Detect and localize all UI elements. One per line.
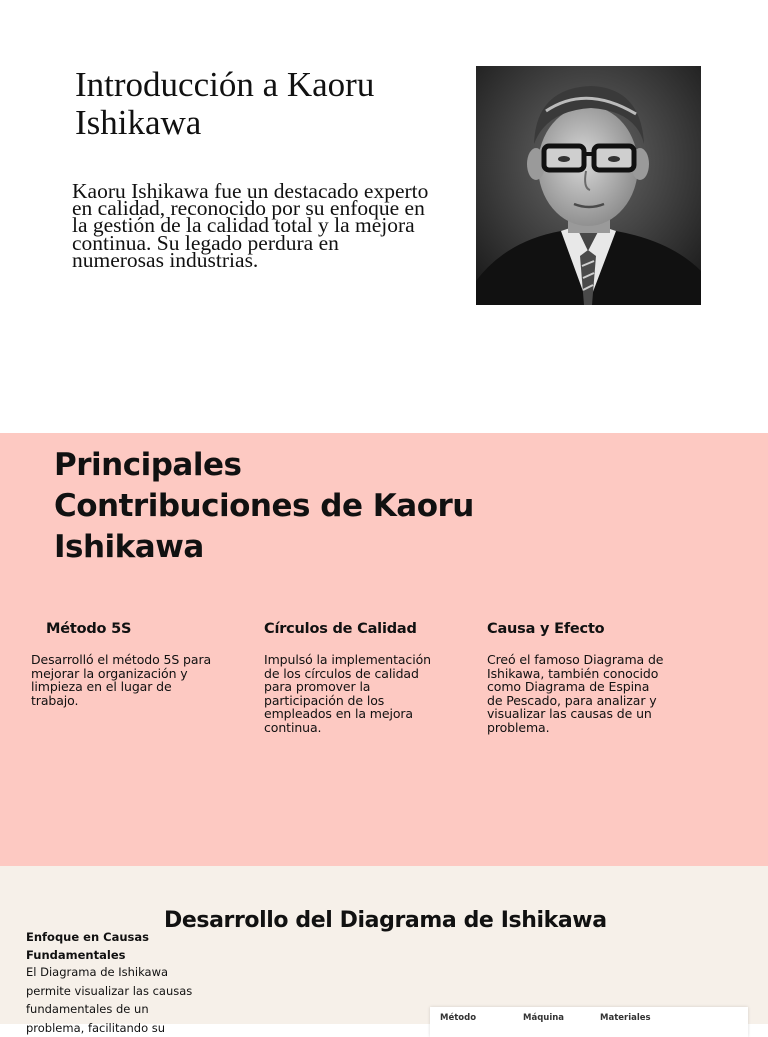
intro-body: Kaoru Ishikawa fue un destacado experto en calidad, reconocido por su enfoque en la gestión de la calidad total y la mejora continua. Su legado perdura en numerosas industrias. bbox=[72, 179, 429, 272]
slide-contributions bbox=[0, 433, 768, 866]
fishbone-diagram bbox=[430, 1007, 748, 1037]
diagram-label-metodo: Método bbox=[440, 1013, 477, 1023]
contributions-title: Principales Contribuciones de Kaoru Ishikawa bbox=[54, 447, 474, 565]
intro-title: Introducción a Kaoru Ishikawa bbox=[75, 65, 375, 142]
col-text-causa: Creó el famoso Diagrama de Ishikawa, también conocido como Diagrama de Espina de Pescado, para analizar y visualizar las causas de un problema. bbox=[487, 652, 664, 735]
portrait-photo bbox=[476, 66, 701, 305]
diagram-title: Desarrollo del Diagrama de Ishikawa bbox=[164, 908, 607, 933]
col-heading-causa: Causa y Efecto bbox=[487, 621, 605, 637]
slide-intro bbox=[0, 0, 768, 433]
col-text-circulos: Impulsó la implementación de los círculos de calidad para promover la participación de los empleados en la mejora continua. bbox=[264, 652, 431, 735]
col-heading-5s: Método 5S bbox=[46, 621, 132, 637]
side-text: El Diagrama de Ishikawa permite visualizar las causas fundamentales de un problema, facilitando su bbox=[26, 965, 193, 1035]
side-heading: Enfoque en Causas Fundamentales bbox=[26, 930, 149, 962]
col-heading-circulos: Círculos de Calidad bbox=[264, 621, 417, 637]
diagram-label-materiales: Materiales bbox=[600, 1013, 651, 1023]
col-text-5s: Desarrolló el método 5S para mejorar la organización y limpieza en el lugar de trabajo. bbox=[31, 652, 212, 708]
slide-diagram-development bbox=[0, 866, 768, 1035]
diagram-label-maquina: Máquina bbox=[523, 1013, 565, 1023]
